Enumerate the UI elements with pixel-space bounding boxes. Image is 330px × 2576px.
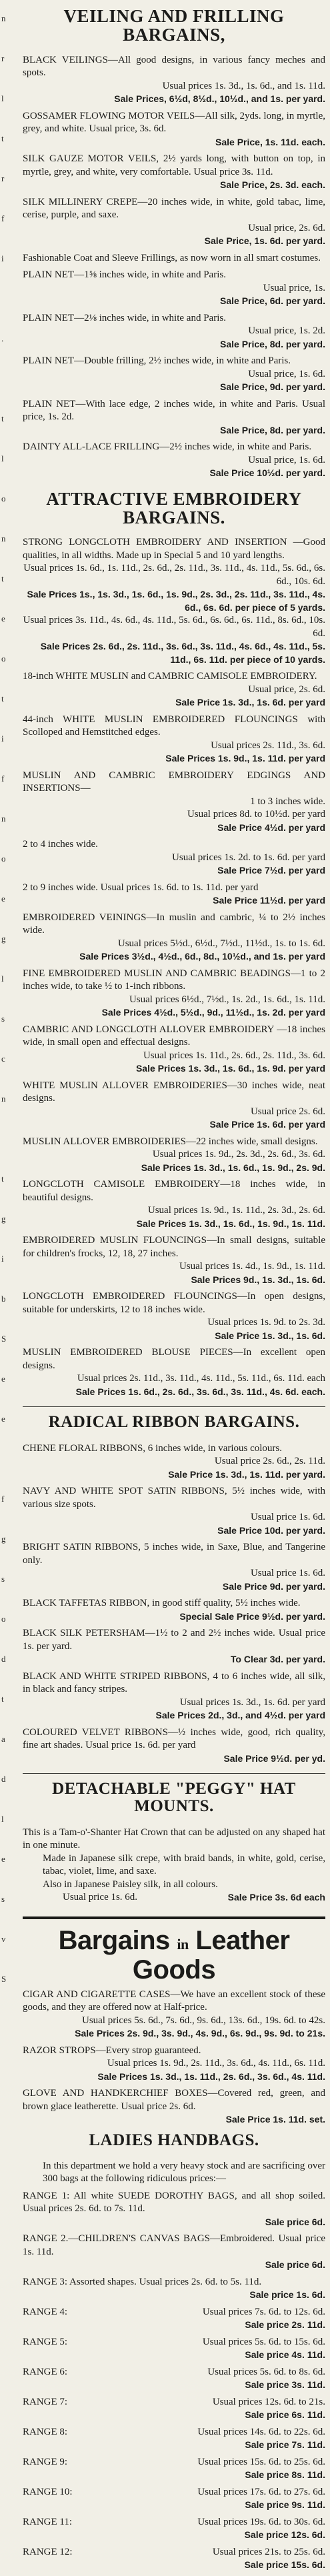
sec5-text: CIGAR AND CIGARETTE CASES—We have an excellent stock of these goods, and they are offered now at Half-price. [23, 1989, 325, 2013]
usual-price: Usual prices 5s. 6d., 7s. 6d., 9s. 6d., 13s. 6d., 19s. 6d. to 42s. [81, 2015, 325, 2026]
left-column-fragments [0, 0, 13, 2006]
divider [23, 1773, 325, 1774]
left-fragment: f [1, 213, 5, 223]
embroidery-heading-line1: ATTRACTIVE EMBROIDERY [46, 488, 302, 509]
sec3-item [23, 1597, 325, 1623]
left-fragment: c [1, 1054, 5, 1064]
advertisement-column [23, 5, 325, 2576]
range-usual: Usual prices 7s. 6d. to 12s. 6d. [202, 2306, 325, 2317]
range-line [23, 2486, 325, 2499]
ribbon-items [23, 1442, 325, 1766]
divider [23, 1406, 325, 1407]
sec1-item [23, 110, 325, 149]
sec2-text: LONGCLOTH EMBROIDERED FLOUNCINGS—In open designs, suitable for underskirts, 12 to 18 inches wide. [23, 1291, 325, 1315]
sec2-text: 2 to 9 inches wide. Usual prices 1s. 6d. to 1s. 11d. per yard [23, 882, 259, 893]
sec5-text: RAZOR STROPS—Every strop guaranteed. [23, 2045, 201, 2056]
left-fragment: e [1, 894, 5, 904]
hat-line: Made in Japanese silk crepe, with braid bands, in white, gold, cerise, tabac, violet, lime, and saxe. [43, 1852, 325, 1877]
left-fragment: r [1, 53, 5, 63]
sec1-item [23, 398, 325, 437]
left-fragment: o [1, 654, 6, 664]
left-fragment: . [1, 333, 4, 343]
sec3-item [23, 1627, 325, 1666]
range-usual: Usual prices 15s. 6d. to 25s. 6d. [197, 2456, 325, 2467]
leather-heading-word2: Leather Goods [132, 1925, 290, 1985]
usual-price: Usual price, 1s. [263, 282, 325, 293]
range-usual: Usual prices 21s. to 25s. 6d. [212, 2546, 325, 2557]
range-1-text: RANGE 1: All white SUEDE DOROTHY BAGS, and all shop soiled. Usual prices 2s. 6d. to 7s. 11d. [23, 2190, 325, 2215]
range-3-sale: Sale price 1s. 6d. [249, 2289, 325, 2301]
hat-text: This is a Tam-o'-Shanter Hat Crown that can be adjusted on any shaped hat in one minute. [23, 1826, 325, 1851]
range-usual: Usual prices 17s. 6d. to 27s. 6d. [197, 2486, 325, 2497]
range-label: RANGE 8: [23, 2426, 68, 2437]
sale-price: Sale Prices 1s. 6d., 2s. 6d., 3s. 6d., 3s. 11d., 4s. 6d. each. [75, 1386, 325, 1397]
usual-price: Usual prices 2s. 11d., 3s. 11d., 4s. 11d., 5s. 11d., 6s. 11d. each [77, 1373, 325, 1384]
left-fragment: o [1, 1614, 6, 1624]
sec3-item [23, 1442, 325, 1482]
sale-price: Sale Price 1s. 6d. per yard [209, 1119, 325, 1130]
handbags-heading: LADIES HANDBAGS. [89, 2131, 259, 2149]
sec1-item [23, 252, 325, 265]
left-fragment: d [1, 1774, 6, 1784]
range-label: RANGE 10: [23, 2486, 73, 2497]
sec3-text: BRIGHT SATIN RIBBONS, 5 inches wide, in Saxe, Blue, and Tangerine only. [23, 1542, 325, 1566]
sec3-text: NAVY AND WHITE SPOT SATIN RIBBONS, 5½ inches wide, with various size spots. [23, 1486, 325, 1510]
usual-price: Usual prices 1s. 9d., 1s. 11d., 2s. 3d., 2s. 6d. [147, 1205, 325, 1216]
range-usual: Usual prices 5s. 6d. to 8s. 6d. [207, 2366, 325, 2377]
sec1-item [23, 312, 325, 351]
range-row [23, 2426, 325, 2452]
sale-price: Sale Prices 2d., 3d., and 4½d. per yard [155, 1710, 325, 1721]
sec2-item [23, 1234, 325, 1286]
range-row [23, 2366, 325, 2392]
usual-price: Usual prices 1s. 9d. to 2s. 3d. [207, 1317, 325, 1328]
sec2-text: MUSLIN AND CAMBRIC EMBROIDERY EDGINGS AND INSERTIONS— [23, 770, 325, 794]
range-sale: Sale price 9s. 11d. [245, 2499, 325, 2511]
sec5-text: GLOVE AND HANDKERCHIEF BOXES—Covered red, green, and brown glace leatherette. Usual price 2s. 6d. [23, 2088, 325, 2112]
usual-price: Usual prices 1s. 3d., 1s. 6d. per yard [179, 1696, 325, 1708]
sec5-item [23, 2087, 325, 2127]
left-fragment: f [1, 774, 5, 784]
left-fragment: n [1, 533, 6, 543]
range-label: RANGE 12: [23, 2546, 73, 2557]
sale-price: Sale Prices 2s. 6d., 2s. 11d., 3s. 6d., 3s. 11d., 4s. 6d., 4s. 11d., 5s. 11d., 6s. 11d. per piece of 10 yards. [40, 641, 325, 665]
usual-price: Usual prices 1s. 4d., 1s. 9d., 1s. 11d. [179, 1261, 325, 1272]
sale-price: Sale Price 7½d. per yard [217, 865, 325, 876]
sec1-item [23, 269, 325, 308]
left-fragment: S [1, 1974, 7, 1984]
sec3-item [23, 1726, 325, 1766]
left-fragment: a [1, 1734, 5, 1744]
sec2-item [23, 882, 325, 908]
range-row [23, 2456, 325, 2482]
sale-price: Sale Price, 8d. per yard. [220, 424, 325, 435]
sale-price: Sale Price 4½d. per yard [217, 822, 325, 833]
left-fragment: l [1, 974, 4, 984]
sec2-text: 44-inch WHITE MUSLIN EMBROIDERED FLOUNCINGS with Scolloped and Hemstitched edges. [23, 714, 325, 738]
sec3-text: BLACK SILK PETERSHAM—1½ to 2 and 2½ inches wide. Usual price 1s. per yard. [23, 1628, 325, 1652]
usual-price: Usual prices 1s. 9d., 2s. 11d., 3s. 6d., 4s. 11d., 6s. 11d. [107, 2058, 325, 2069]
sec1-text: SILK GAUZE MOTOR VEILS, 2½ yards long, with button on top, in myrtle, grey, and white, very comfortable. Usual price 3s. 11d. [23, 153, 325, 177]
range-label: RANGE 4: [23, 2306, 68, 2317]
usual-price: Usual price 2s. 6d., 2s. 11d. [214, 1456, 325, 1467]
usual-price: Usual prices 1s. 9d., 2s. 3d., 2s. 6d., 3s. 6d. [152, 1149, 325, 1160]
sale-price: Sale Price 11½d. per yard [213, 895, 325, 906]
sale-price: Sale Price 1s. 3d., 1s. 6d. per yard [175, 697, 325, 708]
range-label: RANGE 6: [23, 2366, 68, 2377]
sec2-text: EMBROIDERED MUSLIN FLOUNCINGS—In small designs, suitable for children's frocks, 12, 18, 27 inches. [23, 1235, 325, 1259]
range-sale: Sale price 6s. 11d. [245, 2409, 325, 2421]
hat-line: Also in Japanese Paisley silk, in all colours. [43, 1878, 218, 1890]
range-usual: Usual prices 14s. 6d. to 22s. 6d. [197, 2426, 325, 2437]
sec2-text: STRONG LONGCLOTH EMBROIDERY AND INSERTION —Good qualities, in all widths. Made up in Special 5 and 10 yard lengths. [23, 537, 325, 561]
sec1-text: DAINTY ALL-LACE FRILLING—2½ inches wide, in white and Paris. [23, 441, 312, 453]
sec1-text: BLACK VEILINGS—All good designs, in various fancy meches and spots. [23, 54, 325, 79]
left-fragment: t [1, 1174, 4, 1184]
left-fragment: e [1, 1374, 5, 1384]
sec1-item [23, 441, 325, 480]
usual-price: Usual price, 2s. 6d. [248, 222, 325, 233]
sec1-text: PLAIN NET—Double frilling, 2½ inches wide, in white and Paris. [23, 355, 291, 367]
left-fragment: b [1, 1294, 6, 1304]
range-line [23, 2336, 325, 2349]
sale-price: Sale Price, 2s. 3d. each. [220, 179, 325, 191]
range-row [23, 2396, 325, 2422]
range-1-sale: Sale price 6d. [265, 2216, 325, 2227]
sec5-item [23, 2045, 325, 2084]
usual-price: Usual price, 1s. 2d. [248, 325, 325, 337]
sale-price: Sale Price, 9d. per yard. [220, 381, 325, 393]
sec1-text: Fashionable Coat and Sleeve Frillings, as now worn in all smart costumes. [23, 252, 321, 263]
range-3-text: RANGE 3: Assorted shapes. Usual prices 2s. 6d. to 5s. 11d. [23, 2276, 262, 2287]
sec2-text: WHITE MUSLIN ALLOVER EMBROIDERIES—30 inches wide, neat designs. [23, 1080, 325, 1104]
ribbon-heading: RADICAL RIBBON BARGAINS. [48, 1413, 300, 1432]
range-sale: Sale price 7s. 11d. [245, 2439, 325, 2451]
sec2-item [23, 1024, 325, 1076]
left-fragment: e [1, 613, 5, 623]
usual-price: Usual prices 8d. to 10½d. per yard [187, 809, 325, 820]
sale-price: Sale Price 10d. per yard. [217, 1524, 325, 1536]
usual-price: Usual prices 1s. 3d., 1s. 6d., and 1s. 11d. [162, 80, 325, 91]
sec2-item [23, 1290, 325, 1342]
sec3-text: COLOURED VELVET RIBBONS—½ inches wide, good, rich quality, fine art shades. Usual price 1s. 6d. per yard [23, 1726, 325, 1751]
range-line [23, 2366, 325, 2379]
left-fragment: g [1, 1214, 6, 1224]
veiling-items [23, 54, 325, 480]
left-fragment: n [1, 1094, 6, 1104]
sec1-item [23, 153, 325, 192]
range-line [23, 2516, 325, 2529]
sale-price: Sale Prices 4½d., 5½d., 9d., 11½d., 1s. 2d. per yard [101, 1007, 325, 1018]
left-fragment: r [1, 173, 5, 183]
embroidery-heading [23, 489, 325, 527]
veiling-heading: VEILING AND FRILLING BARGAINS, [63, 6, 285, 45]
embroidery-items [23, 536, 325, 1398]
left-fragment: e [1, 1854, 5, 1864]
sale-price: Sale Price 10½d. per yard. [209, 467, 325, 479]
sale-price: Sale Price 1s. 3d., 1s. 11d. per yard. [168, 1468, 325, 1480]
left-fragment: s [1, 1574, 5, 1584]
left-fragment: f [1, 1494, 5, 1504]
left-fragment: l [1, 93, 4, 103]
left-fragment: t [1, 1694, 4, 1704]
embroidery-heading-line2: BARGAINS. [123, 507, 225, 528]
sec2-item [23, 714, 325, 766]
sec2-item [23, 912, 325, 964]
range-line [23, 2396, 325, 2409]
range-sale: Sale price 3s. 11d. [245, 2379, 325, 2391]
usual-price: 1 to 3 inches wide. [250, 796, 325, 807]
left-fragment: t [1, 573, 4, 583]
sale-price: Sale Prices 1s. 3d., 1s. 6d., 1s. 9d., 2s. 9d. [141, 1162, 325, 1173]
sec1-text: GOSSAMER FLOWING MOTOR VEILS—All silk, 2yds. long, in myrtle, grey, and white. Usual price, 3s. 6d. [23, 110, 325, 135]
left-fragment: S [1, 1334, 7, 1344]
left-fragment: i [1, 1254, 4, 1264]
left-fragment: s [1, 1894, 5, 1904]
sec3-item [23, 1541, 325, 1593]
hat-sale-price: Sale Price 3s. 6d each [227, 1892, 325, 1903]
hat-prices [23, 1891, 325, 1904]
sale-price: Sale Price 9½d. per yd. [223, 1752, 325, 1764]
range-line [23, 2306, 325, 2319]
sec2-item [23, 1346, 325, 1398]
range-row [23, 2306, 325, 2332]
sale-price: Sale Prices, 6½d, 8½d., 10½d., and 1s. per yard. [114, 93, 325, 105]
left-fragment: i [1, 734, 4, 744]
left-fragment: t [1, 413, 4, 423]
sec1-item [23, 54, 325, 106]
sale-price: Sale Prices 1s. 3d., 1s. 6d., 1s. 9d., 1s. 11d. [136, 1218, 325, 1229]
usual-price: Usual price, 1s. 6d. [248, 454, 325, 465]
usual-price: Usual prices 1s. 2d. to 1s. 6d. per yard [172, 852, 325, 863]
range-2 [23, 2233, 325, 2272]
range-row [23, 2516, 325, 2542]
sec2-item [23, 1136, 325, 1175]
leather-goods-heading [23, 1916, 325, 1985]
range-usual: Usual prices 5s. 6d. to 15s. 6d. [202, 2336, 325, 2347]
sale-price: Sale Price 9d. per yard. [222, 1580, 325, 1592]
sale-price: Special Sale Price 9½d. per yard. [179, 1610, 325, 1622]
range-row [23, 2546, 325, 2572]
sec2-item [23, 1178, 325, 1230]
left-fragment: s [1, 1014, 5, 1024]
range-2-sale: Sale price 6d. [265, 2259, 325, 2271]
handbags-intro-text: In this department we hold a very heavy stock and are sacrificing over 300 bags at the following ridiculous prices:— [43, 2160, 325, 2185]
sec1-text: PLAIN NET—1⅝ inches wide, in white and Paris. [23, 269, 226, 281]
usual-price: Usual price 2s. 6d. [250, 1106, 325, 1117]
sale-price: Sale Price, 8d. per yard. [220, 338, 325, 349]
sale-price: Sale Price 1s. 3d., 1s. 6d. [215, 1330, 325, 1341]
sale-price: Sale Prices 1s., 1s. 3d., 1s. 6d., 1s. 9d., 2s. 3d., 2s. 11d., 3s. 11d., 4s. 6d., 6s. 6d. per piece of 5 yards. [27, 589, 325, 613]
left-fragment: l [1, 453, 4, 463]
sec2-text: CAMBRIC AND LONGCLOTH ALLOVER EMBROIDERY —18 inches wide, in small open and effectual designs. [23, 1024, 325, 1048]
range-list [23, 2306, 325, 2572]
left-fragment: n [1, 13, 6, 23]
range-3 [23, 2276, 325, 2302]
usual-price: Usual prices 5½d., 6½d., 7½d., 11½d., 1s. to 1s. 6d. [117, 938, 325, 949]
range-sale: Sale price 4s. 11d. [245, 2349, 325, 2361]
leather-heading-in: in [177, 1935, 189, 1953]
sec3-text: BLACK AND WHITE STRIPED RIBBONS, 4 to 6 inches wide, all silk, in black and fancy stripes. [23, 1670, 325, 1695]
sec2-text: MUSLIN ALLOVER EMBROIDERIES—22 inches wide, small designs. [23, 1136, 318, 1147]
hat-mounts-description [23, 1826, 325, 1904]
sec1-text: SILK MILLINERY CREPE—20 inches wide, in white, gold tabac, lime, cerise, purple, and saxe. [23, 196, 325, 221]
sale-price: Sale Price 1s. 11d. set. [225, 2114, 325, 2125]
leather-heading-word1: Bargains [58, 1925, 170, 1955]
left-fragment: e [1, 1414, 5, 1424]
range-2-text: RANGE 2.—CHILDREN'S CANVAS BAGS—Embroidered. Usual price 1s. 11d. [23, 2233, 325, 2257]
range-line [23, 2456, 325, 2469]
sale-price: Sale Prices 9d., 1s. 3d., 1s. 6d. [191, 1274, 325, 1285]
sec3-text: BLACK TAFFETAS RIBBON, in good stiff quality, 5½ inches wide. [23, 1598, 301, 1609]
sec2-item [23, 1080, 325, 1132]
left-fragment: n [1, 814, 6, 824]
range-label: RANGE 11: [23, 2516, 73, 2527]
sec1-text: PLAIN NET—2⅛ inches wide, in white and Paris. [23, 312, 226, 323]
leather-items [23, 1989, 325, 2127]
range-row [23, 2336, 325, 2362]
sale-price: Sale Price, 1s. 6d. per yard. [204, 235, 325, 247]
range-sale: Sale price 12s. 6d. [244, 2529, 325, 2541]
sale-price: Sale Prices 3½d., 4½d., 6d., 8d., 10½d., and 1s. per yard [79, 951, 325, 962]
sec2-text: MUSLIN EMBROIDERED BLOUSE PIECES—In excellent open designs. [23, 1347, 325, 1371]
range-sale: Sale price 8s. 11d. [245, 2469, 325, 2481]
sale-price: Sale Prices 1s. 3d., 1s. 6d., 1s. 9d. per yard [135, 1063, 325, 1074]
hat-mounts-heading [23, 1780, 325, 1816]
sec3-item [23, 1485, 325, 1537]
sale-price: Sale Prices 1s. 9d., 1s. 11d. per yard [165, 753, 325, 764]
range-sale: Sale price 15s. 6d. [244, 2559, 325, 2571]
handbags-intro [23, 2160, 325, 2186]
sec5-item [23, 1989, 325, 2041]
sec2-text: LONGCLOTH CAMISOLE EMBROIDERY—18 inches wide, in beautiful designs. [23, 1179, 325, 1203]
sec2-item [23, 838, 325, 878]
hat-heading-line1: DETACHABLE "PEGGY" HAT [52, 1780, 296, 1798]
left-fragment: g [1, 934, 6, 944]
sec2-item [23, 670, 325, 710]
sec2-text: EMBROIDERED VEININGS—In muslin and cambric, ¼ to 2½ inches wide. [23, 912, 325, 936]
left-fragment: o [1, 493, 6, 503]
left-fragment: t [1, 133, 4, 143]
left-fragment: v [1, 1934, 6, 1944]
sec2-item [23, 770, 325, 835]
sec2-text: FINE EMBROIDERED MUSLIN AND CAMBRIC BEADINGS—1 to 2 inches wide, to take ½ to 1-inch ribbons. [23, 968, 325, 992]
range-row [23, 2486, 325, 2512]
sec2-item [23, 968, 325, 1020]
usual-price: Usual price 1s. 6d. [250, 1512, 325, 1523]
range-line [23, 2426, 325, 2439]
usual-price: Usual price 1s. 6d. [250, 1568, 325, 1579]
sale-price: Sale Prices 1s. 3d., 1s. 11d., 2s. 6d., 3s. 6d., 4s. 11d. [97, 2071, 325, 2082]
left-fragment: g [1, 1534, 6, 1544]
sec3-item [23, 1670, 325, 1722]
hat-usual-price: Usual price 1s. 6d. [63, 1892, 138, 1903]
hat-heading-line2: MOUNTS. [134, 1797, 214, 1816]
sec2-text: 18-inch WHITE MUSLIN and CAMBRIC CAMISOLE EMBROIDERY. [23, 671, 317, 682]
usual-price: Usual prices 1s. 11d., 2s. 6d., 2s. 11d., 3s. 6d. [143, 1050, 325, 1061]
left-fragment: l [1, 1814, 4, 1824]
sale-price: Sale Price, 6d. per yard. [220, 295, 325, 307]
left-fragment: d [1, 1654, 6, 1664]
range-label: RANGE 5: [23, 2336, 68, 2347]
usual-price: Usual price, 1s. 6d. [248, 368, 325, 379]
range-label: RANGE 9: [23, 2456, 68, 2467]
usual-price: Usual prices 2s. 11d., 3s. 6d. [211, 740, 325, 751]
sec1-text: PLAIN NET—With lace edge, 2 inches wide, in white and Paris. Usual price, 1s. 2d. [23, 398, 325, 423]
usual-price: Usual prices 3s. 11d., 4s. 6d., 4s. 11d., 5s. 6d., 6s. 6d., 6s. 11d., 8s. 6d., 10s. 6d. [23, 615, 325, 639]
sale-price: Sale Price, 1s. 11d. each. [215, 136, 325, 147]
range-1 [23, 2190, 325, 2229]
sale-price: To Clear 3d. per yard. [230, 1654, 325, 1665]
left-fragment: o [1, 854, 6, 864]
range-usual: Usual prices 19s. 6d. to 30s. 6d. [197, 2516, 325, 2527]
sec1-item [23, 196, 325, 248]
sale-price: Sale Prices 2s. 9d., 3s. 9d., 4s. 9d., 6s. 9d., 9s. 9d. to 21s. [75, 2028, 325, 2039]
usual-price: Usual prices 1s. 6d., 1s. 11d., 2s. 6d., 2s. 11d., 3s. 11d., 4s. 11d., 5s. 6d., 6s. 6d., 10s. 6d. [23, 563, 325, 587]
sec2-item [23, 536, 325, 666]
usual-price: Usual prices 6½d., 7½d., 1s. 2d., 1s. 6d., 1s. 11d. [129, 994, 325, 1005]
range-label: RANGE 7: [23, 2396, 68, 2407]
sec1-item [23, 355, 325, 394]
range-usual: Usual prices 12s. 6d. to 21s. [212, 2396, 325, 2407]
range-line [23, 2546, 325, 2559]
left-fragment: t [1, 694, 4, 704]
sec2-text: 2 to 4 inches wide. [23, 839, 98, 850]
range-sale: Sale price 2s. 11d. [245, 2319, 325, 2331]
sec3-text: CHENE FLORAL RIBBONS, 6 inches wide, in various colours. [23, 1442, 283, 1454]
left-fragment: i [1, 253, 4, 263]
usual-price: Usual price, 2s. 6d. [248, 684, 325, 695]
